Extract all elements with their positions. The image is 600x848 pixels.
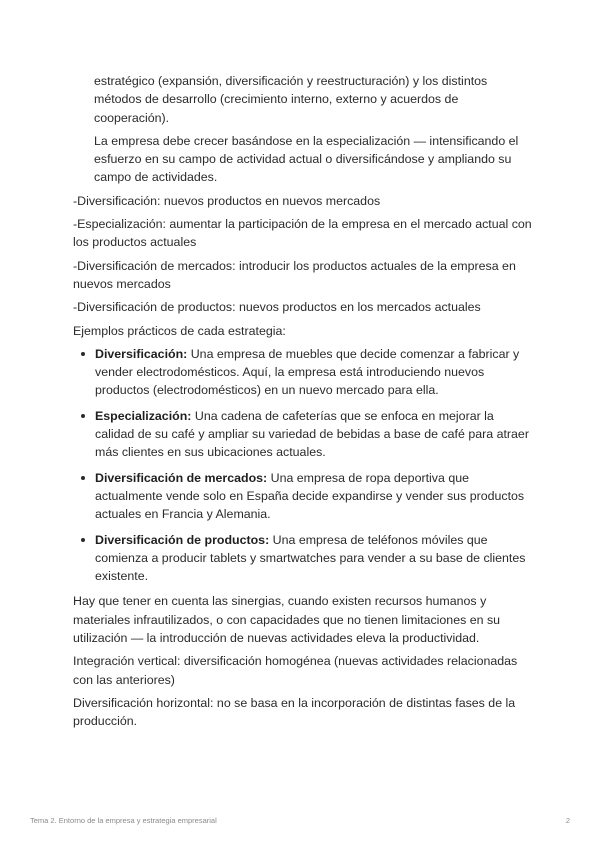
example-term: Diversificación de mercados: [95, 470, 268, 485]
page-footer [30, 812, 570, 830]
specialization-paragraph: La empresa debe crecer basándose en la especialización — intensificando el esfuerzo en su campo de actividad actual o diversificándose y ampliando su campo de actividades. [94, 133, 519, 185]
synergies-paragraph: Hay que tener en cuenta las sinergias, cuando existen recursos humanos y materiales infrautilizados, o con capacidades que no tienen limitaciones en su utilización — la introducción de nuevas actividades eleva la productividad. [73, 594, 501, 646]
example-item [73, 531, 533, 586]
strategy-market-diversification: -Diversificación de mercados: introducir los productos actuales de la empresa en nuevos mercados [73, 258, 516, 291]
bullet-icon [81, 476, 85, 480]
examples-list [73, 345, 533, 586]
strategy-diversification: -Diversificación: nuevos productos en nuevos mercados [73, 193, 381, 208]
example-item [73, 469, 533, 524]
example-term: Diversificación de productos: [95, 532, 270, 547]
bullet-icon [81, 414, 85, 418]
horizontal-diversification-paragraph: Diversificación horizontal: no se basa en la incorporación de distintas fases de la producción. [73, 695, 516, 729]
example-term: Especialización: [95, 408, 192, 423]
continued-section [73, 72, 533, 187]
page-number: 2 [565, 816, 570, 825]
example-text: Una empresa de muebles que decide comenzar a fabricar y vender electrodomésticos. Aquí, la empresa está introduciendo nuevos productos (electrodomésticos) en un nuevo mercado para ella. [95, 346, 520, 398]
bullet-icon [81, 352, 85, 356]
bullet-icon [81, 538, 85, 542]
example-item [73, 345, 533, 400]
strategy-product-diversification: -Diversificación de productos: nuevos productos en los mercados actuales [73, 300, 481, 315]
examples-intro: Ejemplos prácticos de cada estrategia: [73, 323, 286, 338]
example-item [73, 407, 533, 462]
example-term: Diversificación: [95, 346, 188, 361]
example-text: Una empresa de ropa deportiva que actualmente vende solo en España decide expandirse y vender sus productos actuales en Francia y Alemania. [95, 470, 525, 522]
example-text: Una empresa de teléfonos móviles que comienza a producir tablets y smartwatches para vender a su base de clientes existente. [95, 532, 526, 584]
example-text: Una cadena de cafeterías que se enfoca en mejorar la calidad de su café y ampliar su variedad de bebidas a base de café para atraer más clientes en sus ubicaciones actuales. [95, 408, 529, 460]
page-content [73, 72, 533, 736]
footer-title: Tema 2. Entorno de la empresa y estrategia empresarial [30, 816, 217, 825]
strategy-specialization: -Especialización: aumentar la participación de la empresa en el mercado actual con los productos actuales [73, 217, 532, 250]
vertical-integration-paragraph: Integración vertical: diversificación homogénea (nuevas actividades relacionadas con las anteriores) [73, 654, 518, 687]
continued-paragraph: estratégico (expansión, diversificación y reestructuración) y los distintos métodos de desarrollo (crecimiento interno, externo y acuerdos de cooperación). [94, 74, 488, 125]
strategy-list [73, 192, 533, 317]
